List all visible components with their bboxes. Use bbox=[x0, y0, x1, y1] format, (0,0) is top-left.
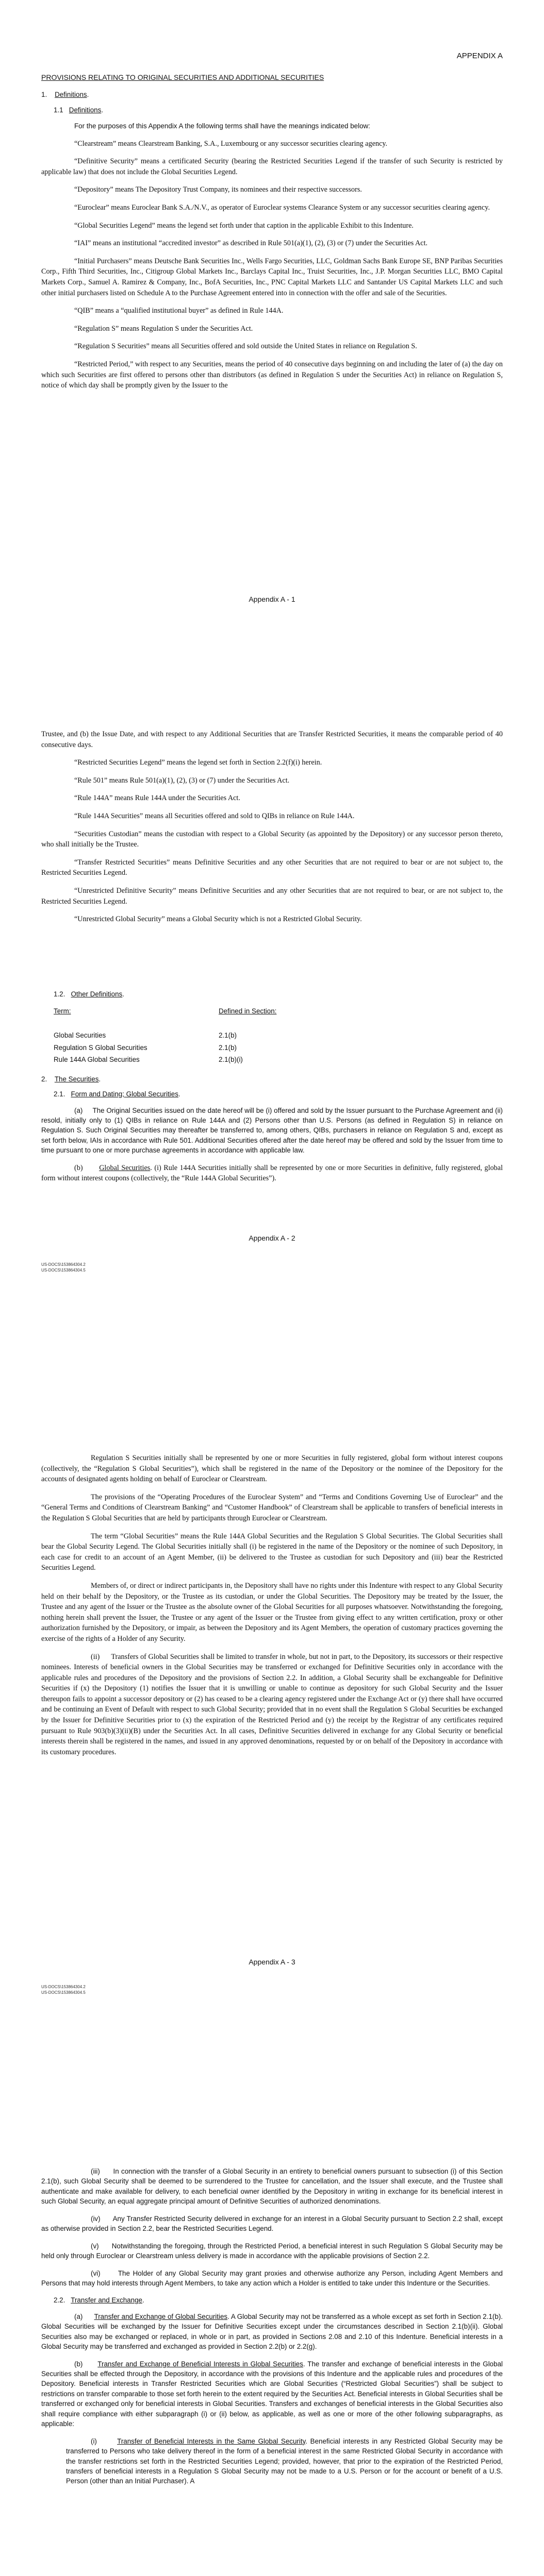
definitions-list bbox=[41, 139, 503, 391]
doc-id: US-DOCS\153864304.5 bbox=[41, 1990, 86, 1995]
term-cell: Regulation S Global Securities bbox=[54, 1043, 147, 1052]
definition-global-securities-legend: “Global Securities Legend” means the legend set forth under that caption in the applicable Exhibit to this Indenture. bbox=[74, 221, 414, 230]
clause-title: Transfer of Beneficial Interests in the Same Global Security bbox=[117, 2437, 306, 2445]
page-1-content bbox=[41, 72, 503, 398]
table-row bbox=[54, 1042, 276, 1054]
term-cell: Rule 144A Global Securities bbox=[54, 1056, 140, 1064]
regulation-s-global-securities: Regulation S Securities initially shall be represented by one or more Securities in fully registered, global form without interest coupons (collectively, the “Regulation S Global Securities”), which shall be registered in the name of the Depository or the nominee of the Depository for the accounts of designated agents holding on behalf of Euroclear or Clearstream. bbox=[41, 1454, 503, 1484]
clause-text: . (i) Rule 144A Securities initially shall be represented by one or more Securities in definitive, fully registered, global form without interest coupons (collectively, the “Rule 144A Global Securities”). bbox=[41, 1163, 503, 1183]
section-2-1-heading: 2.1. Form and Dating; Global Securities. bbox=[54, 1090, 180, 1098]
definition-rule-144a: “Rule 144A” means Rule 144A under the Securities Act. bbox=[74, 794, 240, 803]
doc-id: US-DOCS\153864304.5 bbox=[41, 1267, 86, 1273]
restricted-period-continued: Trustee, and (b) the Issue Date, and with respect to any Additional Securities that are Transfer Restricted Securities, it means the comparable period of 40 consecutive days. bbox=[41, 730, 503, 749]
clause-text: . Beneficial interests in any Restricted Global Security may be transferred to Persons who take delivery thereof in the form of a beneficial interest in the same Restricted Global Security in accordance with the transfer restrictions set forth in the Restricted Securities Legend; provided, however, that prior to the expiration of the Restricted Period, transfers of beneficial interests in a Regulation S Global Security may not be made to a U.S. Person or for the account or benefit of a U.S. Person (other than an Initial Purchaser). A bbox=[66, 2437, 503, 2485]
section-2-1-b bbox=[41, 1163, 503, 1184]
section-number: 1. bbox=[41, 91, 47, 99]
section-title: Transfer and Exchange bbox=[71, 2296, 142, 2304]
section-2-1-b-iii: (iii) In connection with the transfer of a Global Security in an entirety to beneficial owners pursuant to subsection (i) of this Section 2.1(b), such Global Security shall be deemed to be surrendered to the Trustee for cancellation, and the Issuer shall execute, and the Trustee shall authenticate and make available for delivery, to each beneficial owner identified by the Depository in writing in exchange for its beneficial interest in such Global Security, an equal aggregate principal amount of Definitive Securities of authorized denominations. bbox=[41, 2167, 503, 2206]
page-2-sections bbox=[41, 989, 503, 1191]
clause-label: (b) bbox=[74, 2360, 83, 2368]
definition-initial-purchasers: “Initial Purchasers” means Deutsche Bank Securities Inc., Wells Fargo Securities, LLC, Goldman Sachs Bank Europe SE, BNP Paribas Securities Corp., Fifth Third Securities, Inc., Citigroup Global Markets Inc., Barclays Capital Inc., Truist Securities, Inc., J.P. Morgan Securities LLC, BMO Capital Markets Corp., Samuel A. Ramirez & Company, Inc., BofA Securities, Inc., PNC Capital Markets LLC and Santander US Capital Markets LLC and such other initial purchasers listed on Schedule A to the Purchase Agreement entered into in connection with the offer and sale of the Securities. bbox=[41, 257, 503, 297]
definition-iai: “IAI” means an institutional “accredited investor” as described in Rule 501(a)(1), (2), (3) or (7) under the Securities Act. bbox=[74, 239, 428, 248]
definition-rule-144a-securities: “Rule 144A Securities” means all Securities offered and sold to QIBs in reliance on Rule 144A. bbox=[74, 811, 355, 820]
section-2-2-heading: 2.2. Transfer and Exchange. bbox=[54, 2296, 144, 2304]
page-4 bbox=[0, 2110, 544, 2576]
page-2 bbox=[0, 703, 544, 1406]
doc-id-block bbox=[41, 1985, 86, 1996]
section-number: 1.1 bbox=[54, 106, 63, 114]
section-title: Other Definitions bbox=[71, 990, 123, 998]
euroclear-clearstream-provisions: The provisions of the “Operating Procedures of the Euroclear System” and “Terms and Conditions Governing Use of Euroclear” and the “General Terms and Conditions of Clearstream Banking” and “Customer Handbook” of Clearstream shall be applicable to transfers of beneficial interests in the Regulation S Global Securities that are held by participants through Euroclear or Clearstream. bbox=[41, 1493, 503, 1522]
definition-depository: “Depository” means The Depository Trust Company, its nominees and their respective successors. bbox=[74, 185, 362, 194]
section-title: Form and Dating; Global Securities bbox=[71, 1090, 178, 1098]
definition-regulation-s-securities: “Regulation S Securities” means all Securities offered and sold outside the United States in reliance on Regulation S. bbox=[74, 342, 417, 351]
section-cell: 2.1(b) bbox=[219, 1043, 237, 1052]
term-cell: Global Securities bbox=[54, 1031, 106, 1040]
section-number: 1.2. bbox=[54, 990, 65, 998]
definition-restricted-period: “Restricted Period,” with respect to any Securities, means the period of 40 consecutive days beginning on and including the later of (a) the day on which such Securities are first offered to persons other than distributors (as defined in Regulation S under the Securities Act) in reliance on Regulation S, notice of which day shall be promptly given by the Issuer to the bbox=[41, 360, 503, 390]
clause-label: (b) bbox=[74, 1163, 83, 1172]
section-2-1-b-iv: (iv) Any Transfer Restricted Security delivered in exchange for an interest in a Global Security pursuant to Section 2.2 shall, except as otherwise provided in Section 2.2, bear the Restricted Securities Legend. bbox=[41, 2214, 503, 2233]
section-2-2-b-i bbox=[66, 2436, 503, 2486]
global-securities-term: The term “Global Securities” means the Rule 144A Global Securities and the Regulation S Global Securities. The Global Securities shall bear the Global Security Legend. The Global Securities initially shall (i) be registered in the name of the Depository or the nominee of such Depository, in each case for credit to an account of an Agent Member, (ii) be delivered to the Trustee as custodian for such Depository and (iii) bear the Restricted Securities Legend. bbox=[41, 1532, 503, 1572]
table-row bbox=[54, 1029, 276, 1041]
section-title: Definitions bbox=[69, 106, 102, 114]
definition-transfer-restricted-securities: “Transfer Restricted Securities” means Definitive Securities and any other Securities that are not required to bear or are not subject to, the Restricted Securities Legend. bbox=[41, 858, 503, 877]
definitions-intro: For the purposes of this Appendix A the following terms shall have the meanings indicated below: bbox=[74, 122, 370, 130]
doc-id-block bbox=[41, 1262, 86, 1274]
section-title: Definitions bbox=[55, 91, 87, 99]
page-footer: Appendix A - 1 bbox=[249, 595, 295, 603]
definition-regulation-s: “Regulation S” means Regulation S under the Securities Act. bbox=[74, 324, 253, 333]
definition-euroclear: “Euroclear” means Euroclear Bank S.A./N.V., as operator of Euroclear systems Clearance System or any successor securities clearing agency. bbox=[74, 203, 490, 212]
section-2-1-a: (a) The Original Securities issued on the date hereof will be (i) offered and sold by the Issuer pursuant to the Purchase Agreement and (ii) resold, initially only to (1) QIBs in reliance on Rule 144A and (2) Persons other than U.S. Persons (as defined in Regulation S) in reliance on Regulation S. Such Original Securities may thereafter be transferred to, among others, QIBs, purchasers in reliance on Regulation S and, except as set forth below, IAIs in accordance with Rule 501. Additional Securities offered after the date hereof may be offered and sold by the Issuer from time to time pursuant to one or more purchase agreements in accordance with applicable law. bbox=[41, 1106, 503, 1155]
clause-label: (i) bbox=[91, 2437, 97, 2445]
definition-securities-custodian: “Securities Custodian” means the custodian with respect to a Global Security (as appointed by the Depository) or any successor person thereto, who shall initially be the Trustee. bbox=[41, 829, 503, 849]
section-1-1-heading: 1.1 Definitions. bbox=[54, 106, 104, 114]
clause-text: . The transfer and exchange of beneficial interests in the Global Securities shall be effected through the Depository, in accordance with the provisions of this Indenture and the applicable rules and procedures of the Depository. Beneficial interests in Transfer Restricted Securities which are Global Securities (“Restricted Global Securities”) shall be subject to restrictions on transfer comparable to those set forth herein to the extent required by the Securities Act. Beneficial interests in Global Securities shall be transferred or exchanged only for beneficial interests in Global Securities. Transfers and exchanges of beneficial interests in the Global Securities also shall require compliance with either subparagraph (i) or (ii) below, as applicable, as well as one or more of the other following subparagraphs, as applicable: bbox=[41, 2360, 503, 2428]
page-footer: Appendix A - 2 bbox=[249, 1234, 295, 1242]
section-2-heading: 2. The Securities. bbox=[41, 1075, 101, 1083]
definition-unrestricted-global-security: “Unrestricted Global Security” means a Global Security which is not a Restricted Global Security. bbox=[74, 915, 362, 924]
doc-id: US-DOCS\153864304.2 bbox=[41, 1262, 86, 1267]
other-definitions-table bbox=[54, 1005, 276, 1065]
clause-label: (a) bbox=[74, 2312, 83, 2320]
table-row bbox=[54, 1054, 276, 1065]
section-number: 2.2. bbox=[54, 2296, 65, 2304]
page-3 bbox=[0, 1406, 544, 2110]
section-1-2-heading: 1.2. Other Definitions. bbox=[54, 990, 124, 998]
section-2-2-a bbox=[41, 2312, 503, 2352]
clause-title: Transfer and Exchange of Beneficial Interests in Global Securities bbox=[97, 2360, 303, 2368]
section-2-1-b-ii: (ii) Transfers of Global Securities shall be limited to transfer in whole, but not in part, to the Depository, its successors or their respective nominees. Interests of beneficial owners in the Global Securities may be transferred or exchanged for Definitive Securities only in accordance with the applicable rules and procedures of the Depository and the provisions of Section 2.2. In addition, a Global Security shall be exchangeable for Definitive Securities if (x) the Depository (1) notifies the Issuer that it is unwilling or unable to continue as depository for such Global Security and the Issuer thereupon fails to appoint a successor depository or (2) has ceased to be a clearing agency registered under the Exchange Act or (y) there shall have occurred and be continuing an Event of Default with respect to such Global Security; provided that in no event shall the Regulation S Global Securities be exchanged by the Issuer for Definitive Securities prior to (x) the expiration of the Restricted Period and (y) the receipt by the Registrar of any certificates required pursuant to Rule 903(b)(3)(ii)(B) under the Securities Act. In all cases, Definitive Securities delivered in exchange for any Global Security or beneficial interests therein shall be registered in the names, and issued in any approved denominations, requested by or on behalf of the Depository in accordance with its customary procedures. bbox=[41, 1652, 503, 1756]
section-2-1-b-v: (v) Notwithstanding the foregoing, through the Restricted Period, a beneficial interest in such Regulation S Global Security may be held only through Euroclear or Clearstream unless delivery is made in accordance with the applicable provisions of Section 2.2. bbox=[41, 2242, 503, 2260]
section-number: 2. bbox=[41, 1075, 47, 1083]
definition-unrestricted-definitive-security: “Unrestricted Definitive Security” means Definitive Securities and any other Securities that are not required to bear, or are not subject to, the Restricted Securities Legend. bbox=[41, 886, 503, 906]
definition-definitive-security: “Definitive Security” means a certificated Security (bearing the Restricted Securities Legend if the transfer of such Security is restricted by applicable law) that does not include the Global Securities Legend. bbox=[41, 157, 503, 176]
doc-id: US-DOCS\153864304.2 bbox=[41, 1985, 86, 1989]
section-number: 2.1. bbox=[54, 1090, 65, 1098]
page-2-content bbox=[41, 729, 503, 932]
page-footer: Appendix A - 3 bbox=[249, 1958, 295, 1966]
appendix-header: APPENDIX A bbox=[456, 52, 503, 60]
definition-qib: “QIB” means a “qualified institutional buyer” as defined in Rule 144A. bbox=[74, 307, 284, 315]
definition-clearstream: “Clearstream” means Clearstream Banking, S.A., Luxembourg or any successor securities clearing agency. bbox=[74, 139, 388, 148]
column-header-term: Term: bbox=[54, 1007, 71, 1015]
section-1-heading: 1. Definitions. bbox=[41, 91, 89, 99]
section-cell: 2.1(b)(i) bbox=[219, 1056, 243, 1064]
section-title: The Securities bbox=[54, 1075, 99, 1083]
page-1 bbox=[0, 0, 544, 703]
page-3-content bbox=[41, 1453, 503, 1765]
clause-title: Transfer and Exchange of Global Securities bbox=[94, 2312, 228, 2320]
clause-title: Global Securities bbox=[99, 1163, 151, 1172]
section-cell: 2.1(b) bbox=[219, 1031, 237, 1040]
column-header-section: Defined in Section: bbox=[219, 1007, 277, 1015]
members-rights: Members of, or direct or indirect participants in, the Depository shall have no rights under this Indenture with respect to any Global Security held on their behalf by the Depository, or the Trustee as its custodian, or under the Global Securities. The Depository may be treated by the Issuer, the Trustee and any agent of the Issuer or the Trustee as the absolute owner of the Global Securities for all purposes whatsoever. Notwithstanding the foregoing, nothing herein shall prevent the Issuer, the Trustee or any agent of the Issuer or the Trustee from giving effect to any written certification, proxy or other authorization furnished by the Depository, or impair, as between the Depository and its Agent Members, the operation of customary practices governing the exercise of the rights of a Holder of any Security. bbox=[41, 1581, 503, 1643]
section-2-2-b bbox=[41, 2359, 503, 2429]
appendix-title: PROVISIONS RELATING TO ORIGINAL SECURITIES AND ADDITIONAL SECURITIES bbox=[41, 73, 324, 81]
clause-text: . A Global Security may not be transferred as a whole except as set forth in Section 2.1(b). Global Securities will be exchanged by the Issuer for Definitive Securities except under the circumstances described in Section 2.1(b)(ii). Global Securities also may be exchanged or replaced, in whole or in part, as provided in Sections 2.08 and 2.10 of this Indenture. Beneficial interests in a Global Security may be transferred and exchanged as provided in Section 2.2(b) or 2.2(g). bbox=[41, 2312, 503, 2351]
section-2-1-b-vi: (vi) The Holder of any Global Security may grant proxies and otherwise authorize any Person, including Agent Members and Persons that may hold interests through Agent Members, to take any action which a Holder is entitled to take under this Indenture or the Securities. bbox=[41, 2269, 503, 2287]
page-4-content bbox=[41, 2166, 503, 2494]
table-header-row bbox=[54, 1005, 276, 1017]
definition-restricted-securities-legend: “Restricted Securities Legend” means the legend set forth in Section 2.2(f)(i) herein. bbox=[74, 758, 322, 767]
definition-rule-501: “Rule 501” means Rule 501(a)(1), (2), (3) or (7) under the Securities Act. bbox=[74, 776, 290, 785]
